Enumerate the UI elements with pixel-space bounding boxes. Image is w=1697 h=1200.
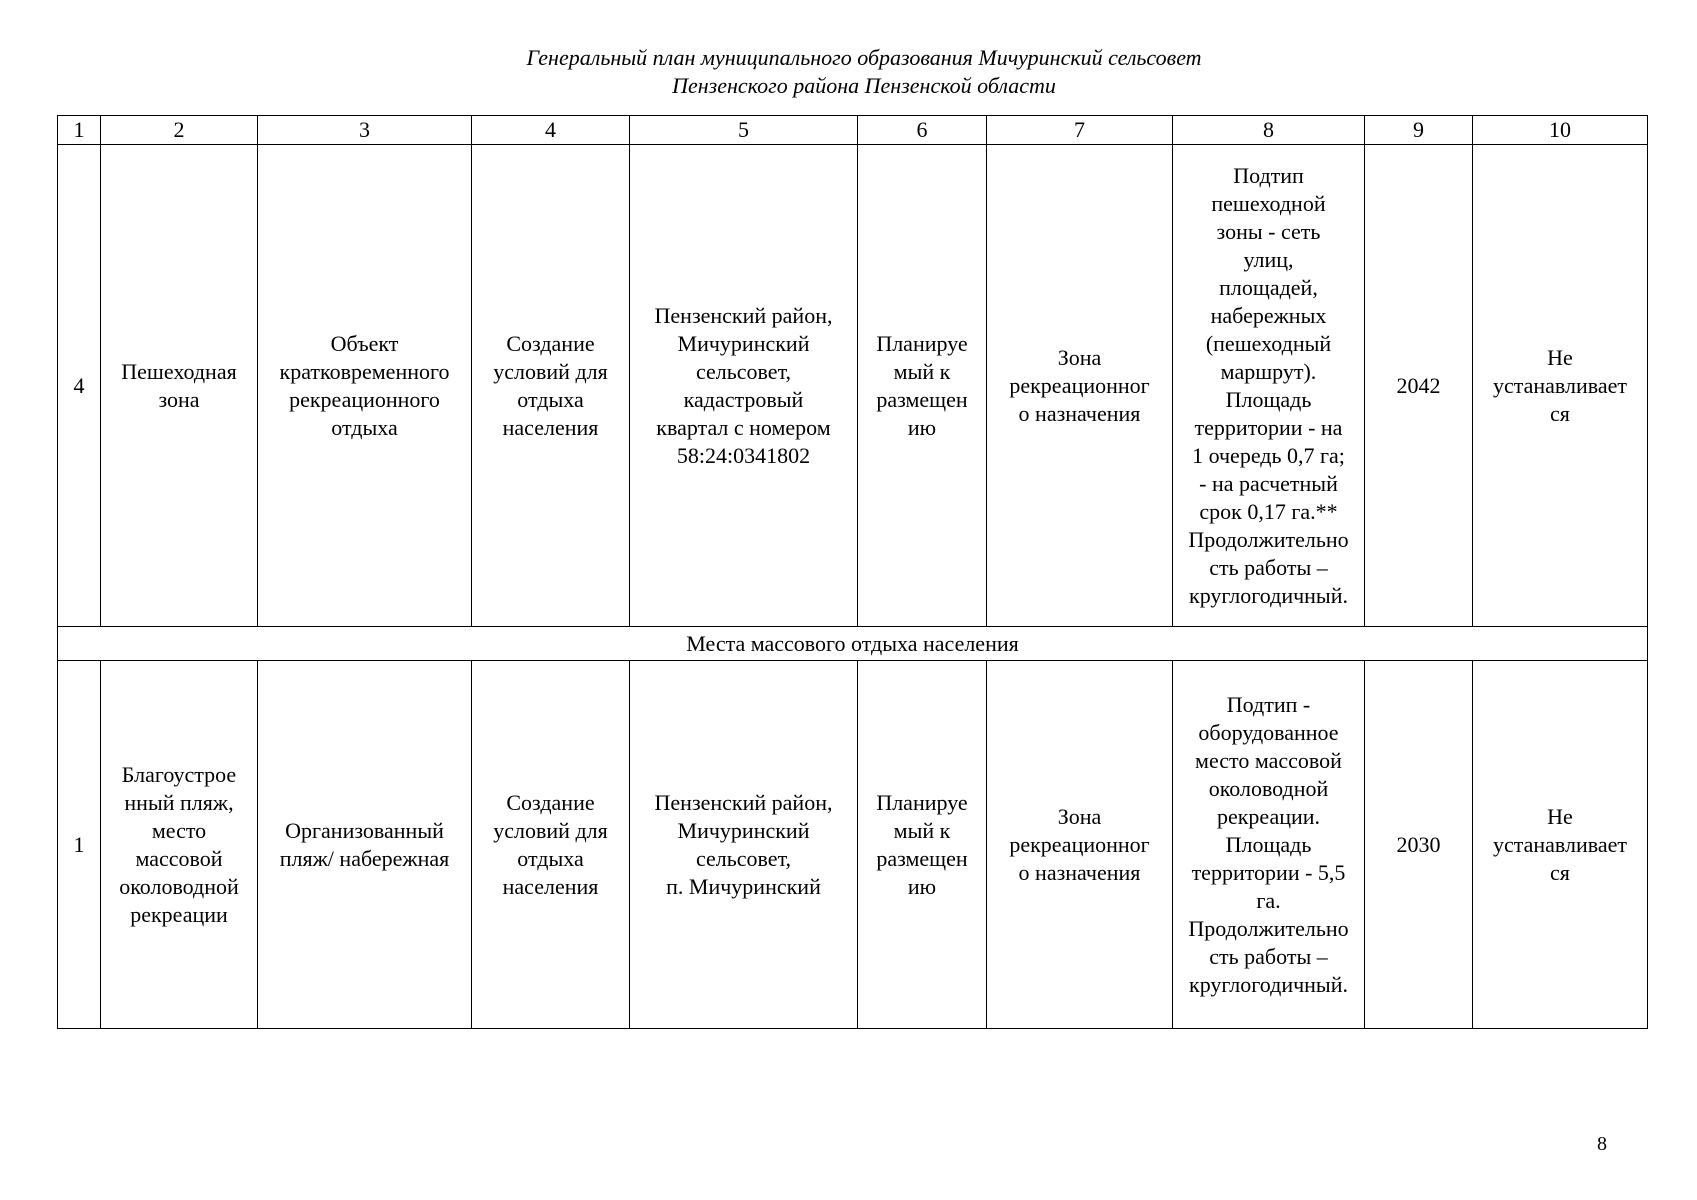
protection-zones-cell [1473,661,1648,1029]
cell-line: Мичуринский [677,817,810,843]
column-number: 6 [858,116,987,145]
cell-line: Планируе [876,330,968,356]
cell-line: Продолжительно [1188,915,1349,941]
cell-line: (пешеходный [1205,330,1332,356]
cell-line: Не [1547,803,1573,829]
cell-line: место [151,817,207,843]
functional-zone-cell [987,145,1173,627]
cell-line: околоводной [1208,775,1329,801]
column-number: 9 [1365,116,1473,145]
section-title: Места массового отдыха населения [58,627,1648,661]
cell-line: 58:24:0341802 [676,442,811,468]
cell-line: Организованный [285,817,444,843]
cell-line: ся [1550,400,1570,426]
cell-line: размещен [876,386,968,412]
cell-line: Площадь [1225,386,1312,412]
cell-line: отдыха [517,845,584,871]
cell-line: рекреационного [289,386,440,412]
status-cell [858,661,987,1029]
cell-line: Создание [506,330,595,356]
cell-line: о назначения [1018,400,1141,426]
cell-line: Мичуринский [677,330,810,356]
functional-zone-cell [987,661,1173,1029]
cell-line: круглогодичный. [1189,582,1348,608]
column-number: 4 [472,116,630,145]
location-cell [630,661,858,1029]
object-name-cell [101,661,258,1029]
cell-line: 1 очередь 0,7 га; [1192,442,1345,468]
cell-line: отдыха [331,414,398,440]
cell-line: о назначения [1018,859,1141,885]
cell-line: пляж/ набережная [279,845,450,871]
protection-zones-cell [1473,145,1648,627]
year-cell: 2042 [1365,145,1473,627]
characteristics-cell [1173,145,1365,627]
cell-line: Пешеходная [121,358,237,384]
year-cell: 2030 [1365,661,1473,1029]
column-number: 2 [101,116,258,145]
cell-line: Объект [330,330,399,356]
location-cell [630,145,858,627]
row-number-cell: 1 [58,661,101,1029]
cell-line: Не [1547,344,1573,370]
page-number: 8 [1597,1133,1607,1155]
cell-line: околоводной [119,873,239,899]
cell-line: условий для [493,817,608,843]
cell-line: Благоустрое [121,761,237,787]
cell-line: Пензенский район, [654,302,833,328]
cell-line: Зона [1057,803,1102,829]
column-number: 3 [258,116,472,145]
cell-line: сельсовет, [695,358,792,384]
cell-line: место массовой [1195,747,1342,773]
cell-line: улиц, [1243,246,1294,272]
header-line-1: Генеральный план муниципального образования Мичуринский сельсовет [526,45,1202,70]
cell-line: срок 0,17 га.** [1199,498,1338,524]
cell-line: рекреационног [1009,372,1150,398]
cell-line: ся [1550,859,1570,885]
cell-line: п. Мичуринский [666,873,821,899]
cell-line: оборудованное [1198,719,1339,745]
cell-line: мый к [893,817,951,843]
cell-line: Продолжительно [1188,526,1349,552]
cell-line: Планируе [876,789,968,815]
cell-line: Подтип [1233,162,1304,188]
column-number: 10 [1473,116,1648,145]
cell-line: рекреации [130,901,228,927]
column-number: 7 [987,116,1173,145]
column-number: 5 [630,116,858,145]
table-row [58,145,1648,627]
cell-line: - на расчетный [1199,470,1338,496]
plan-table [57,115,1648,1029]
purpose-cell [472,145,630,627]
cell-line: маршрут). [1220,358,1317,384]
cell-line: зона [158,386,200,412]
cell-line: зоны - сеть [1216,218,1321,244]
cell-line: населения [502,873,599,899]
cell-line: сть работы – [1209,554,1328,580]
cell-line: размещен [876,845,968,871]
cell-line: Площадь [1225,831,1312,857]
cell-line: Зона [1057,344,1102,370]
cell-line: устанавливает [1492,372,1628,398]
cell-line: массовой [135,845,223,871]
purpose-cell [472,661,630,1029]
cell-line: круглогодичный. [1189,971,1348,997]
column-number: 1 [58,116,101,145]
cell-line: рекреации. [1216,803,1321,829]
cell-line: набережных [1210,302,1327,328]
cell-line: условий для [493,358,608,384]
cell-line: нный пляж, [124,789,234,815]
cell-line: мый к [893,358,951,384]
cell-line: территории - 5,5 [1191,859,1346,885]
cell-line: Подтип - [1226,691,1311,717]
cell-line: территории - на [1194,414,1343,440]
cell-line: ию [907,414,937,440]
cell-line: ию [907,873,937,899]
row-number-cell: 4 [58,145,101,627]
cell-line: населения [502,414,599,440]
status-cell [858,145,987,627]
section-row [58,627,1648,661]
characteristics-cell [1173,661,1365,1029]
object-name-cell [101,145,258,627]
cell-line: Пензенский район, [654,789,833,815]
document-header [0,44,1697,100]
column-number: 8 [1173,116,1365,145]
object-type-cell [258,661,472,1029]
cell-line: Создание [506,789,595,815]
cell-line: рекреационног [1009,831,1150,857]
cell-line: отдыха [517,386,584,412]
cell-line: сть работы – [1209,943,1328,969]
column-number-row [58,116,1648,145]
cell-line: сельсовет, [695,845,792,871]
object-type-cell [258,145,472,627]
cell-line: устанавливает [1492,831,1628,857]
header-line-2: Пензенского района Пензенской области [672,73,1056,98]
table-row [58,661,1648,1029]
cell-line: кратковременного [279,358,450,384]
cell-line: квартал с номером [656,414,831,440]
cell-line: кадастровый [683,386,804,412]
cell-line: площадей, [1219,274,1318,300]
cell-line: га. [1256,887,1281,913]
cell-line: пешеходной [1211,190,1326,216]
